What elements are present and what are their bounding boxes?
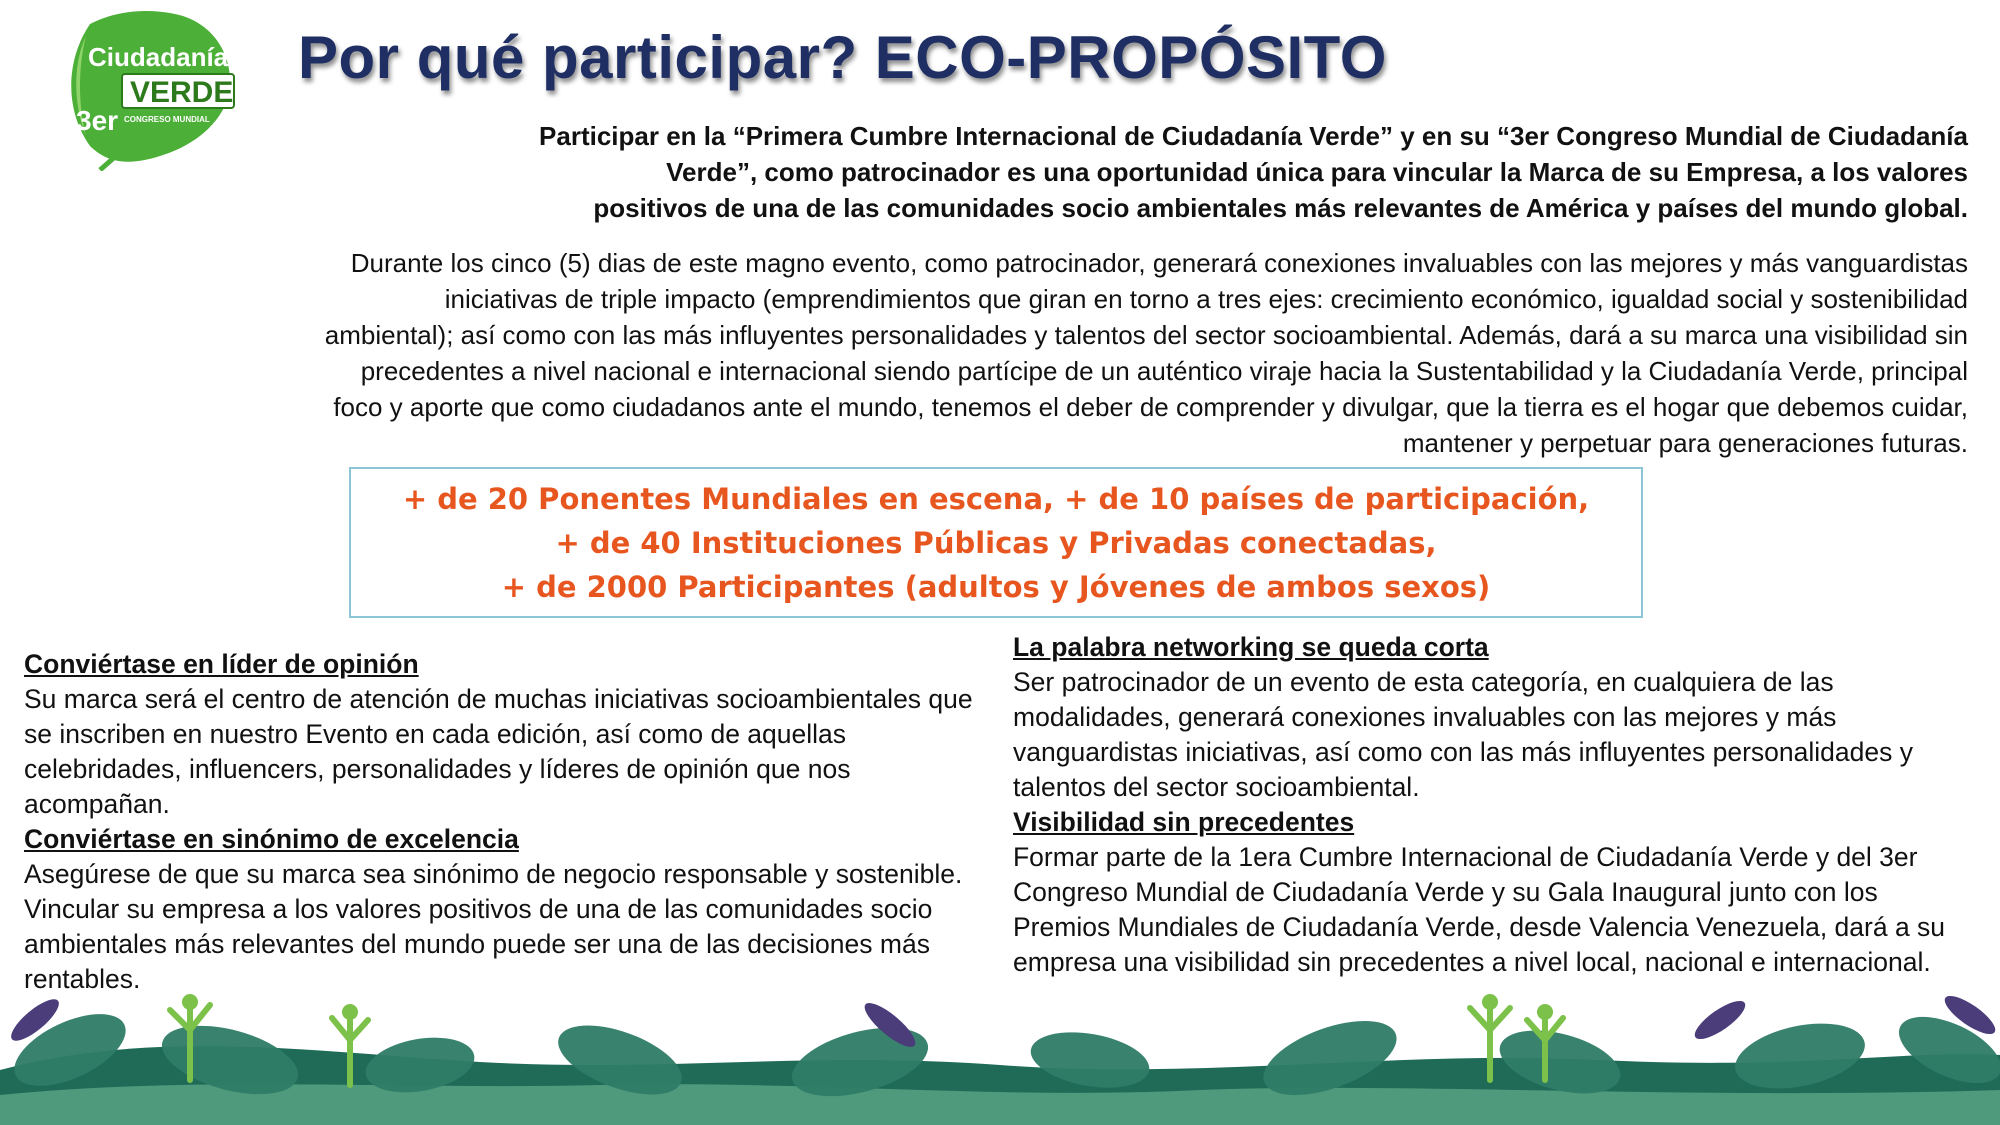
intro-paragraph [300, 118, 1968, 226]
section-text-lider: Su marca será el centro de atención de muchas iniciativas socioambientales que se inscriben en nuestro Evento en cada edición, así como de aquellas celebridades, influencers, personalidades y líderes de opinión que nos acompañan. [24, 684, 973, 819]
intro-line: positivos de una de las comunidades socio ambientales más relevantes de América y países del mundo global. [593, 193, 1968, 223]
section-text-networking: Ser patrocinador de un evento de esta categoría, en cualquiera de las modalidades, generará conexiones invaluables con las mejores y más vanguardistas iniciativas, así como con las más influyentes personalidades y talentos del sector socioambiental. [1013, 667, 1913, 802]
logo-text-verde: VERDE [130, 76, 234, 109]
details-line: iniciativas de triple impacto (emprendimientos que giran en torno a tres ejes: crecimiento económico, igualdad social y sostenibilidad [444, 284, 1968, 314]
details-line: foco y aporte que como ciudadanos ante el mundo, tenemos el deber de comprender y divulgar, que la tierra es el hogar que debemos cuidar, [333, 392, 1968, 422]
section-heading-visibilidad: Visibilidad sin precedentes [1013, 807, 1355, 837]
intro-line: Verde”, como patrocinador es una oportunidad única para vincular la Marca de su Empresa, a los valores [666, 157, 1968, 187]
section-heading-networking: La palabra networking se queda corta [1013, 632, 1489, 662]
page-title: Por qué participar? ECO-PROPÓSITO [298, 24, 1387, 91]
stats-line: + de 20 Ponentes Mundiales en escena, + de 10 países de participación, [402, 481, 1590, 516]
logo-text-3er: 3er [76, 105, 119, 136]
foliage-border-decoration [0, 990, 2000, 1125]
logo-text-ciudadania: Ciudadanía [88, 42, 229, 72]
details-line: ambiental); así como con las más influyentes personalidades y talentos del sector socioambiental. Además, dará a su marca una visibilidad sin [324, 320, 1968, 350]
stats-line: + de 40 Instituciones Públicas y Privadas conectadas, [555, 525, 1437, 560]
intro-line: Participar en la “Primera Cumbre Internacional de Ciudadanía Verde” y en su “3er Congreso Mundial de Ciudadanía [539, 121, 1968, 151]
right-column [1013, 630, 1973, 980]
section-heading-excelencia: Conviértase en sinónimo de excelencia [24, 824, 519, 854]
section-text-visibilidad: Formar parte de la 1era Cumbre Internacional de Ciudadanía Verde y del 3er Congreso Mundial de Ciudadanía Verde y su Gala Inaugural junto con los Premios Mundiales de Ciudadanía Verde, desde Valencia Venezuela, dará a su empresa una visibilidad sin precedentes a nivel local, nacional e internacional. [1013, 842, 1946, 977]
details-line: Durante los cinco (5) dias de este magno evento, como patrocinador, generará conexiones invaluables con las mejores y más vanguardistas [350, 248, 1968, 278]
stats-line: + de 2000 Participantes (adultos y Jóvenes de ambos sexos) [501, 569, 1491, 604]
details-line: mantener y perpetuar para generaciones futuras. [1402, 428, 1968, 458]
ciudadania-verde-logo [60, 6, 235, 171]
details-line: precedentes a nivel nacional e internacional siendo partícipe de un auténtico viraje hacia la Sustentabilidad y la Ciudadanía Verde, principal [360, 356, 1968, 386]
section-text-excelencia: Asegúrese de que su marca sea sinónimo de negocio responsable y sostenible. Vincular su empresa a los valores positivos de una de las comunidades socio ambientales más relevantes del mundo puede ser una de las decisiones más rentables. [24, 859, 963, 994]
section-heading-lider: Conviértase en líder de opinión [24, 649, 419, 679]
details-paragraph [110, 245, 1968, 461]
logo-text-congreso: CONGRESO MUNDIAL [124, 115, 210, 124]
stats-box [349, 467, 1643, 618]
left-column [24, 647, 974, 997]
